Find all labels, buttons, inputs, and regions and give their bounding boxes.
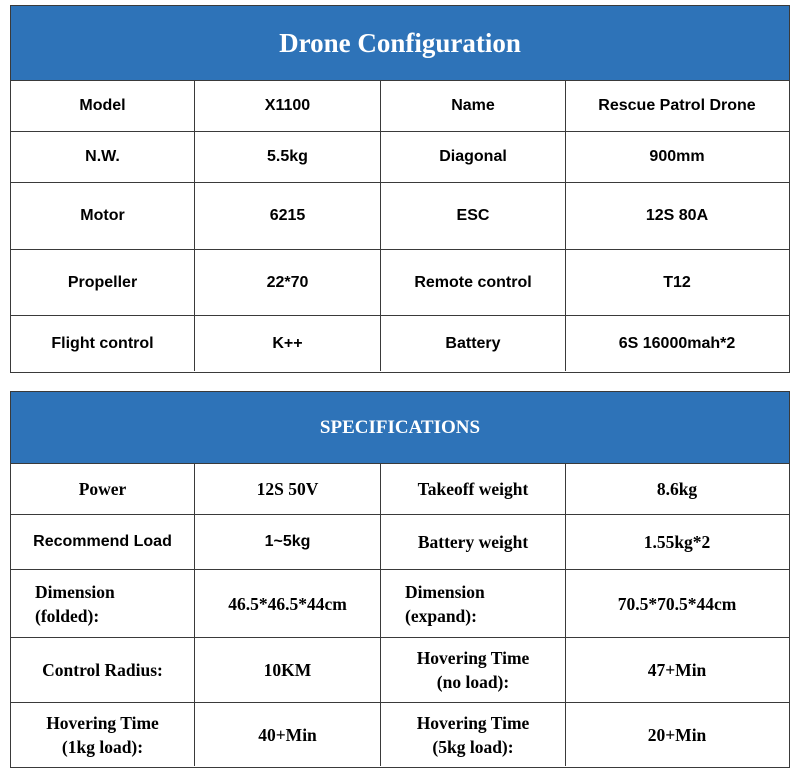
label-hovering-5kg bbox=[381, 703, 566, 766]
label-dimension-expand bbox=[381, 570, 566, 637]
label-line: (expand): bbox=[405, 605, 477, 626]
specifications-table bbox=[10, 391, 790, 768]
table-row bbox=[11, 183, 789, 250]
value-dimension-folded: 46.5*46.5*44cm bbox=[195, 570, 381, 637]
label-esc: ESC bbox=[381, 183, 566, 249]
table-row bbox=[11, 316, 789, 371]
value-hovering-1kg: 40+Min bbox=[195, 703, 381, 766]
label-diagonal: Diagonal bbox=[381, 132, 566, 182]
label-line: (5kg load): bbox=[432, 736, 514, 757]
label-propeller: Propeller bbox=[11, 250, 195, 315]
label-dimension-folded bbox=[11, 570, 195, 637]
label-line: Hovering Time bbox=[416, 648, 530, 668]
label-nw: N.W. bbox=[11, 132, 195, 182]
label-hovering-1kg bbox=[11, 703, 195, 766]
value-power: 12S 50V bbox=[195, 464, 381, 514]
label-takeoff-weight: Takeoff weight bbox=[381, 464, 566, 514]
label-motor: Motor bbox=[11, 183, 195, 249]
value-hovering-5kg: 20+Min bbox=[647, 724, 707, 745]
value-nw: 5.5kg bbox=[195, 132, 381, 182]
value-hovering-no-load: 47+Min bbox=[647, 660, 707, 680]
value-control-radius: 10KM bbox=[195, 638, 381, 702]
label-flight-control: Flight control bbox=[11, 316, 195, 371]
table-row bbox=[11, 464, 789, 515]
value-propeller: 22*70 bbox=[195, 250, 381, 315]
table-row bbox=[11, 703, 789, 766]
table-row bbox=[11, 132, 789, 183]
label-battery: Battery bbox=[381, 316, 566, 371]
label-line: Hovering Time bbox=[416, 712, 530, 733]
value-battery-weight: 1.55kg*2 bbox=[643, 532, 711, 552]
label-line: (folded): bbox=[35, 605, 100, 626]
value-flight-control: K++ bbox=[195, 316, 381, 371]
drone-configuration-table bbox=[10, 5, 790, 373]
specs-title: SPECIFICATIONS bbox=[11, 392, 789, 464]
value-name: Rescue Patrol Drone bbox=[598, 97, 756, 114]
config-title: Drone Configuration bbox=[11, 6, 789, 81]
label-remote-control: Remote control bbox=[381, 250, 566, 315]
table-row bbox=[11, 638, 789, 703]
label-recommend-load: Recommend Load bbox=[11, 515, 195, 569]
value-dimension-expand: 70.5*70.5*44cm bbox=[617, 593, 737, 614]
value-battery: 6S 16000mah*2 bbox=[618, 334, 736, 352]
value-diagonal: 900mm bbox=[649, 148, 705, 165]
value-remote-control: T12 bbox=[663, 273, 691, 291]
label-line: Dimension bbox=[35, 581, 115, 602]
value-motor: 6215 bbox=[195, 183, 381, 249]
label-line: Dimension bbox=[405, 581, 485, 602]
value-esc: 12S 80A bbox=[645, 207, 709, 224]
value-model: X1100 bbox=[195, 81, 381, 131]
table-row bbox=[11, 81, 789, 132]
label-control-radius: Control Radius: bbox=[11, 638, 195, 702]
table-row bbox=[11, 515, 789, 570]
label-model: Model bbox=[11, 81, 195, 131]
table-row bbox=[11, 570, 789, 638]
label-line: Hovering Time bbox=[46, 712, 159, 733]
table-row bbox=[11, 250, 789, 316]
label-line: (1kg load): bbox=[61, 736, 144, 757]
label-line: (no load): bbox=[436, 672, 510, 692]
value-recommend-load: 1~5kg bbox=[195, 515, 381, 569]
value-takeoff-weight: 8.6kg bbox=[656, 479, 698, 499]
label-name: Name bbox=[381, 81, 566, 131]
label-battery-weight: Battery weight bbox=[381, 515, 566, 569]
label-hovering-no-load bbox=[381, 638, 566, 702]
label-power: Power bbox=[11, 464, 195, 514]
